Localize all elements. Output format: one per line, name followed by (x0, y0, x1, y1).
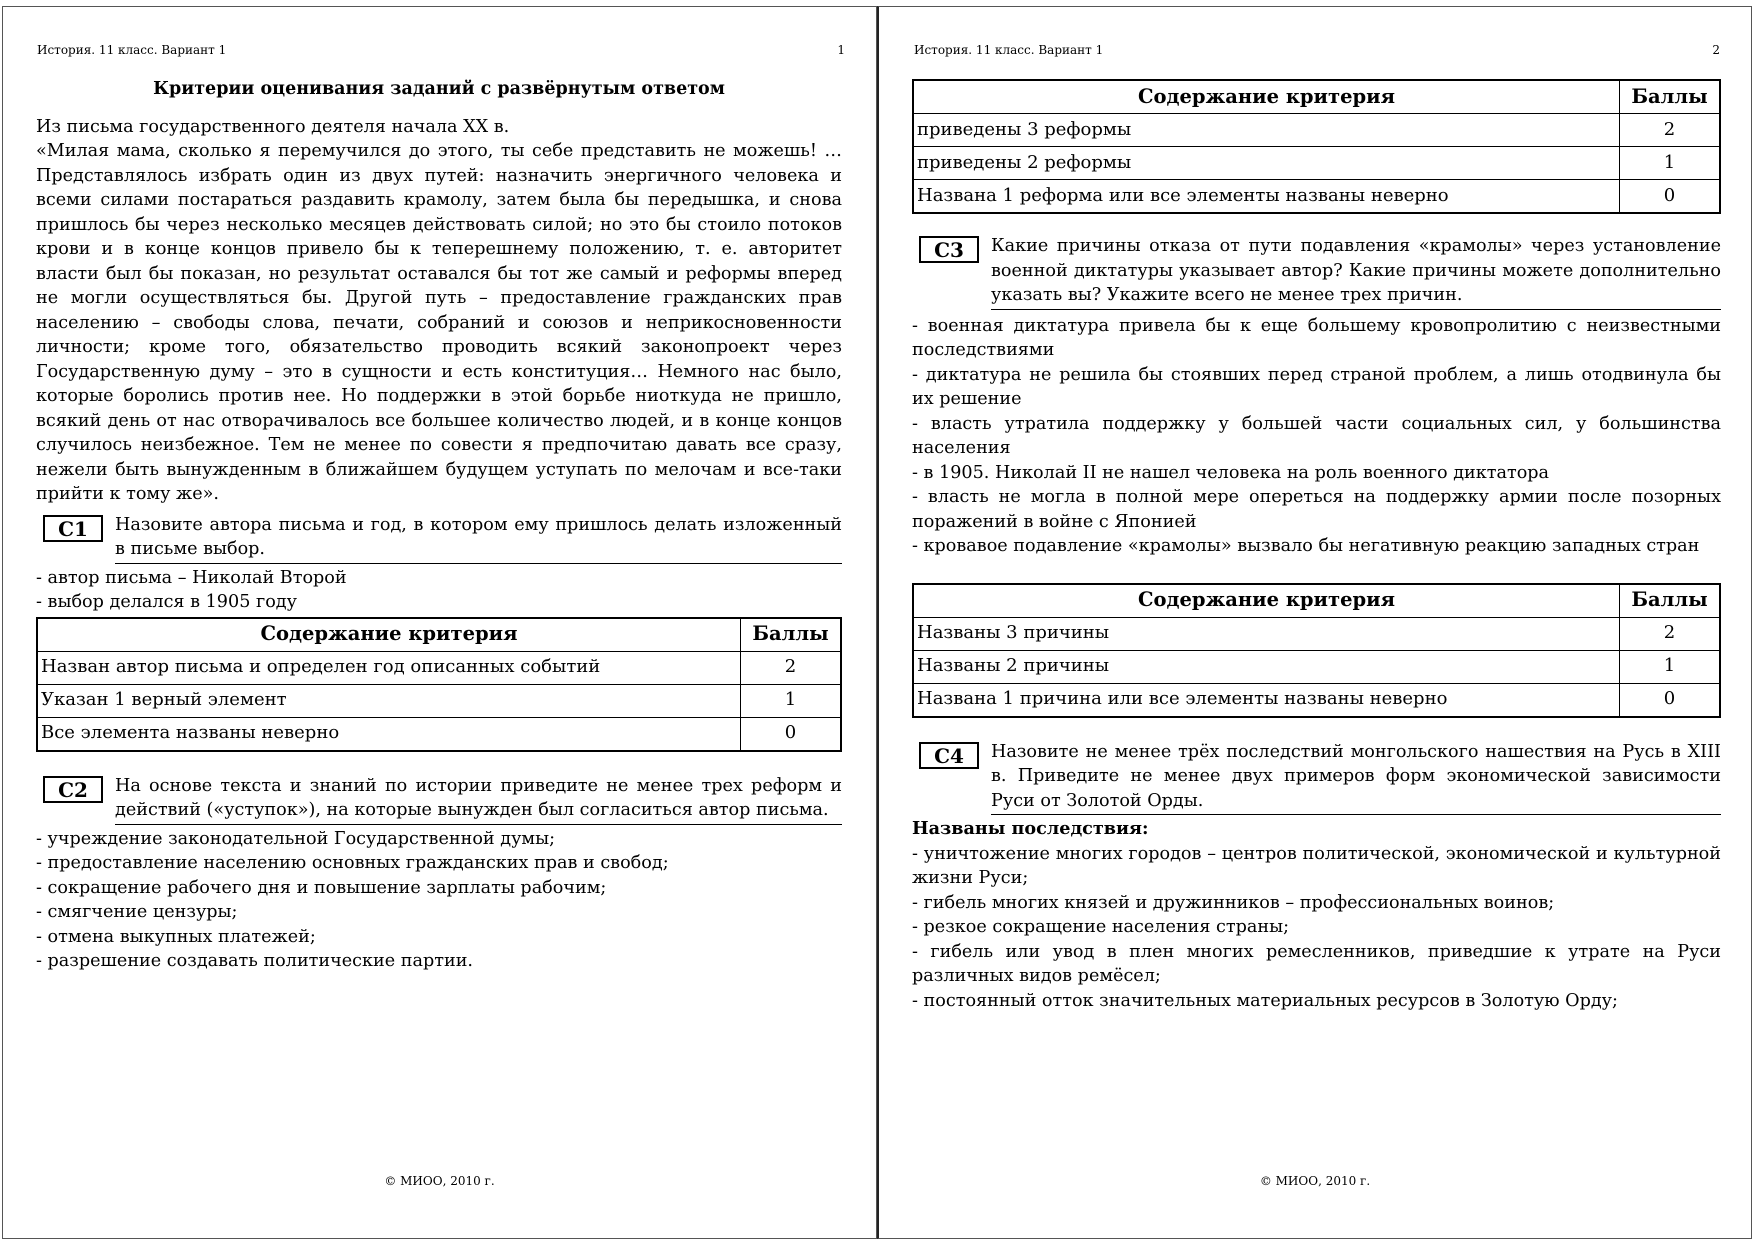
answer-item: - кровавое подавление «крамолы» вызвало бы негативную реакцию западных стран (912, 536, 1700, 556)
page-2 (877, 6, 1752, 1239)
page-number: 2 (1712, 43, 1720, 57)
page-title: Критерии оценивания заданий с развёрнутым ответом (153, 79, 725, 99)
table-row (37, 684, 841, 717)
c2-criteria-table (912, 79, 1721, 214)
column-header: Содержание критерия (37, 618, 741, 652)
page-1-content (36, 77, 842, 974)
answer-item: - резкое сокращение населения страны; (912, 917, 1290, 937)
c3-answers (912, 314, 1721, 559)
answer-item: - сокращение рабочего дня и повышение зарплаты рабочим; (36, 877, 607, 898)
page-header: История. 11 класс. Вариант 1 (37, 43, 227, 57)
question-label: C1 (43, 515, 103, 542)
table-row (37, 651, 841, 684)
question-c2 (36, 774, 842, 825)
table-header-row (37, 618, 841, 652)
criterion-cell: Все элемента названы неверно (37, 717, 741, 751)
criterion-cell: Названа 1 реформа или все элементы названы неверно (913, 180, 1620, 214)
c2-answers (36, 827, 842, 974)
table-header-row (913, 80, 1720, 114)
question-text: На основе текста и знаний по истории приведите не менее трех реформ и действий («уступок»), на которые вынужден был согласиться автор письма. (115, 774, 842, 825)
question-label: C4 (919, 742, 979, 769)
points-cell: 0 (741, 717, 842, 751)
answer-item: - отмена выкупных платежей; (36, 926, 316, 947)
question-c3 (912, 234, 1721, 310)
table-header-row (913, 584, 1720, 618)
c3-criteria-table (912, 583, 1721, 718)
question-c4 (912, 740, 1721, 816)
question-c1 (36, 513, 842, 564)
question-text: Назовите автора письма и год, в котором ему пришлось делать изложенный в письме выбор. (115, 513, 842, 564)
column-header: Баллы (741, 618, 842, 652)
answer-item: - смягчение цензуры; (36, 902, 238, 922)
answer-item: - гибель многих князей и дружинников – профессиональных воинов; (912, 892, 1555, 913)
answer-item: - военная диктатура привела бы к еще большему кровопролитию с неизвестными последствиями (912, 315, 1721, 360)
question-text: Назовите не менее трёх последствий монгольского нашествия на Русь в XIII в. Приведите не менее двух примеров форм экономической зависимости Руси от Золотой Орды. (991, 740, 1721, 816)
source-caption: Из письма государственного деятеля начала XX в. (36, 116, 510, 137)
c1-answers (36, 566, 842, 615)
c4-answers (912, 817, 1721, 1013)
criterion-cell: Указан 1 верный элемент (37, 684, 741, 717)
table-row (913, 683, 1720, 717)
points-cell: 1 (741, 684, 842, 717)
points-cell: 2 (741, 651, 842, 684)
column-header: Содержание критерия (913, 584, 1620, 618)
table-row (37, 717, 841, 751)
page-1 (2, 6, 877, 1239)
points-cell: 0 (1620, 683, 1721, 717)
criterion-cell: Названы 2 причины (913, 650, 1620, 683)
answers-subheading: Названы последствия: (912, 818, 1149, 839)
criterion-cell: приведены 3 реформы (913, 114, 1620, 147)
answer-item: - власть не могла в полной мере опереться на поддержку армии после позорных поражений в войне с Японией (912, 487, 1721, 532)
points-cell: 2 (1620, 617, 1721, 650)
page-number: 1 (837, 43, 845, 57)
answer-item: - гибель или увод в плен многих ремесленников, приведшие к утрате на Руси различных видов ремёсел; (912, 941, 1721, 986)
criterion-cell: Названа 1 причина или все элементы названы неверно (913, 683, 1620, 717)
criterion-cell: Названы 3 причины (913, 617, 1620, 650)
question-label: C2 (43, 776, 103, 803)
answer-item: - власть утратила поддержку у большей части социальных сил, у большинства населения (912, 413, 1721, 458)
answer-item: - автор письма – Николай Второй (36, 567, 347, 588)
question-label: C3 (919, 236, 979, 263)
points-cell: 1 (1620, 650, 1721, 683)
page-footer: © МИОО, 2010 г. (1259, 1174, 1371, 1188)
criterion-cell: приведены 2 реформы (913, 147, 1620, 180)
answer-item: - разрешение создавать политические партии. (36, 951, 474, 971)
column-header: Содержание критерия (913, 80, 1620, 114)
points-cell: 1 (1620, 147, 1721, 180)
answer-item: - постоянный отток значительных материальных ресурсов в Золотую Орду; (912, 990, 1618, 1011)
page-header: История. 11 класс. Вариант 1 (914, 43, 1104, 57)
page-footer: © МИОО, 2010 г. (384, 1174, 495, 1188)
points-cell: 2 (1620, 114, 1721, 147)
table-row (913, 147, 1720, 180)
c1-criteria-table (36, 617, 842, 752)
answer-item: - уничтожение многих городов – центров политической, экономической и культурной жизни Руси; (912, 843, 1721, 888)
column-header: Баллы (1620, 584, 1721, 618)
answer-item: - выбор делался в 1905 году (36, 592, 297, 612)
column-header: Баллы (1620, 80, 1721, 114)
page-2-content (912, 79, 1721, 1013)
table-row (913, 650, 1720, 683)
source-text: «Милая мама, сколько я перемучился до этого, ты себе представить не можешь! …Представлялось избрать один из двух путей: назначить энергичного человека и всеми силами постараться раздавить крамолу, затем была бы передышка, и снова пришлось бы через несколько месяцев действовать силой; но это бы стоило потоков крови и в конце концов привело бы к теперешнему положению, т. е. авторитет власти был бы показан, но результат оставался бы тот же самый и реформы вперед не могли осуществляться бы. Другой путь – предоставление гражданских прав населению – свободы слова, печати, собраний и союзов и неприкосновенности личности; кроме того, обязательство проводить всякий законопроект через Государственную думу – это в сущности и есть конституция… Немного нас было, которые боролись против нее. Но поддержки в этой борьбе ниоткуда не пришло, всякий день от нас отворачивалось все большее количество людей, и в конце концов случилось неизбежное. Тем не менее по совести я предпочитаю давать все сразу, нежели быть вынужденным в ближайшем будущем уступать по мелочам и все-таки прийти к тому же». (36, 141, 842, 504)
criterion-cell: Назван автор письма и определен год описанных событий (37, 651, 741, 684)
points-cell: 0 (1620, 180, 1721, 214)
answer-item: - предоставление населению основных гражданских прав и свобод; (36, 853, 669, 873)
answer-item: - в 1905. Николай II не нашел человека на роль военного диктатора (912, 462, 1550, 483)
table-row (913, 180, 1720, 214)
question-text: Какие причины отказа от пути подавления «крамолы» через установление военной диктатуры указывает автор? Какие причины можете дополнительно указать вы? Укажите всего не менее трех причин. (991, 234, 1721, 310)
answer-item: - учреждение законодательной Государственной думы; (36, 828, 556, 849)
table-row (913, 114, 1720, 147)
answer-item: - диктатура не решила бы стоявших перед страной проблем, а лишь отодвинула бы их решение (912, 364, 1721, 409)
table-row (913, 617, 1720, 650)
